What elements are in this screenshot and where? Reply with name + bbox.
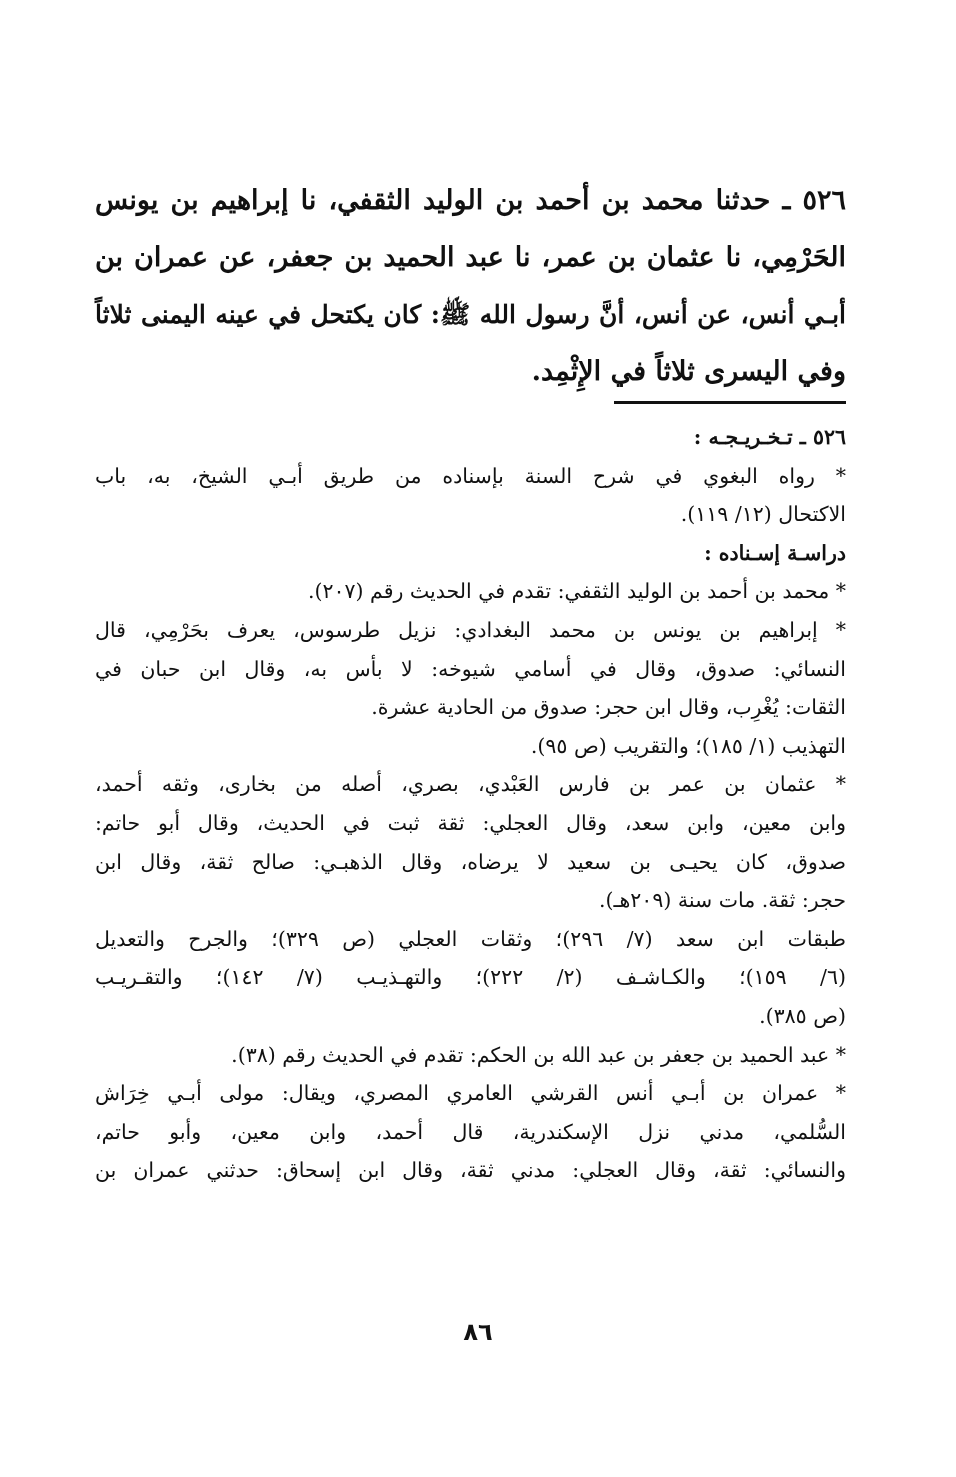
note-line: صدوق، كان يحيـى بن سعيد لا يرضاه، وقال الذهبـي: صالح ثقة، وقال ابن xyxy=(95,849,846,874)
note-line: طبقات ابن سعد (٧/ ٢٩٦)؛ وثقات العجلي (ص ٣٢٩)؛ والجرح والتعديل xyxy=(95,926,846,951)
hadith-line: ٥٢٦ ـ حدثنا محمد بن أحمد بن الوليد الثقفي، نا إبراهيم بن يونس xyxy=(95,185,846,216)
note-line: حجر: ثقة. مات سنة (٢٠٩هـ). xyxy=(598,888,846,913)
note-line: والنسائي: ثقة، وقال العجلي: مدني ثقة، وقال ابن إسحاق: حدثني عمران بن xyxy=(95,1158,846,1183)
note-line: الثقات: يُغْرِب، وقال ابن حجر: صدوق من الحادية عشرة. xyxy=(371,695,846,720)
note-line: * عثمان بن عمر بن فارس العَبْدي، بصري، أصله من بخارى، وثقه أحمد، xyxy=(95,772,846,797)
takhrij-heading: ٥٢٦ ـ تـخـريـجـه : xyxy=(693,425,846,449)
hadith-text xyxy=(95,172,846,400)
note-line: (٦/ ١٥٩)؛ والكـاشـف (٢/ ٢٢٢)؛ والتهـذيـب (٧/ ١٤٢)؛ والتقـريـب xyxy=(95,965,846,990)
note-line: وابن معين، وابن سعد، وقال العجلي: ثقة ثبت في الحديث، وقال أبو حاتم: xyxy=(95,810,846,835)
note-line: التهذيب (١/ ١٨٥)؛ والتقريب (ص ٩٥). xyxy=(530,733,846,758)
note-line: (ص ٣٨٥). xyxy=(759,1003,846,1028)
note-line: الاكتحال (١٢/ ١١٩). xyxy=(680,502,846,527)
hadith-line: الحَرْمِي، نا عثمان بن عمر، نا عبد الحميد بن جعفر، عن عمران بن xyxy=(95,242,846,273)
note-line: النسائي: صدوق، وقال في أسامي شيوخه: لا بأس به، وقال ابن حبان في xyxy=(95,656,846,681)
note-line: السُّلمي، مدني نزل الإسكندرية، قال أحمد، وابن معين، وأبو حاتم، xyxy=(95,1119,846,1144)
note-line: * عمران بن أبـي أنس القرشي العامري المصري، ويقال: مولى أبـي خِرَاش xyxy=(95,1081,846,1106)
note-line: * إبراهيم بن يونس بن محمد البغدادي: نزيل طرسوس، يعرف بحَرْمِي، قال xyxy=(95,617,846,642)
note-line: * عبد الحميد بن جعفر بن عبد الله بن الحكم: تقدم في الحديث رقم (٣٨). xyxy=(231,1042,846,1067)
footnote-separator xyxy=(614,401,846,404)
note-line: * رواه البغوي في شرح السنة بإسناده من طريق أبـي الشيخ، به، باب xyxy=(95,463,846,488)
note-line: * محمد بن أحمد بن الوليد الثقفي: تقدم في الحديث رقم (٢٠٧). xyxy=(307,579,846,604)
hadith-line: وفي اليسرى ثلاثاً في الإِثْمِد. xyxy=(531,356,846,387)
isnad-heading: دراسـة إسـناده : xyxy=(704,540,846,565)
hadith-line: أبـي أنس، عن أنس، أنَّ رسول الله ﷺ: كان يكتحل في عينه اليمنى ثلاثاً xyxy=(95,300,846,329)
page-number: ٨٦ xyxy=(463,1318,493,1346)
footnotes xyxy=(95,418,846,1190)
